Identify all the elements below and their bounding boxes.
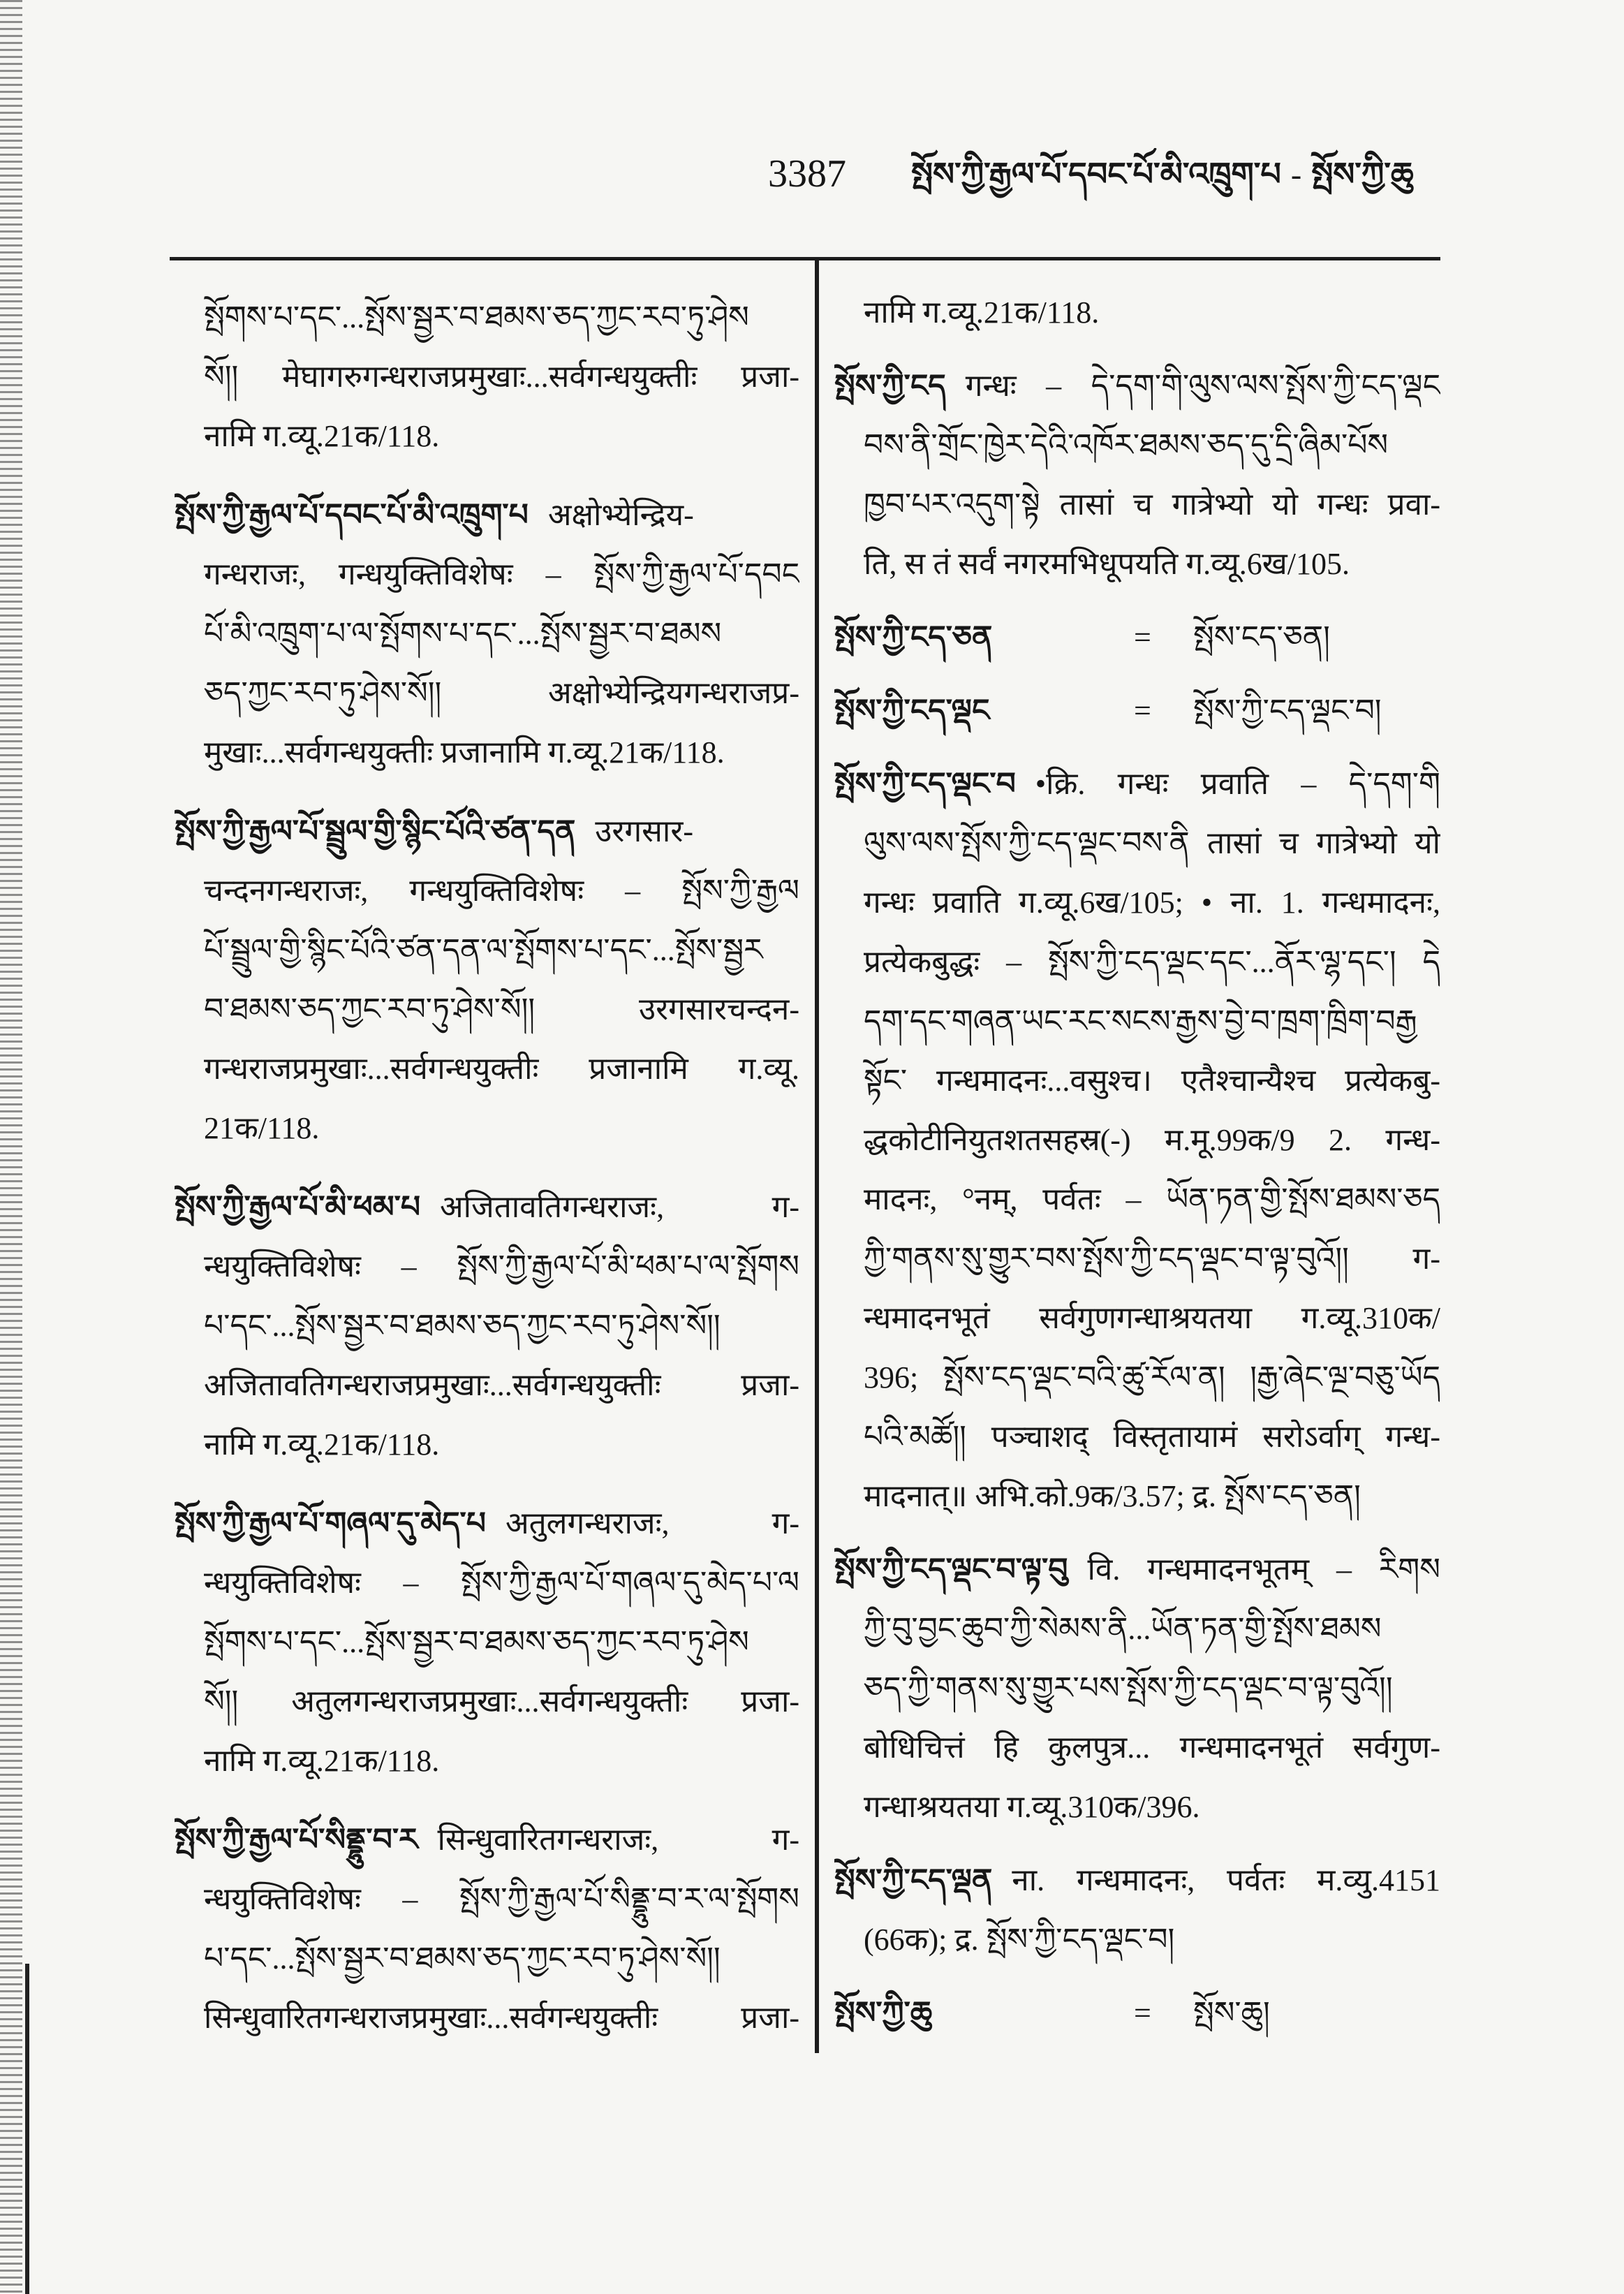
entry-headword: སྤོས་ཀྱི་ངད་ཅན [834,620,993,654]
continued-entry [175,288,799,466]
running-title-separator: - [1290,156,1302,192]
entry-first-line [834,1851,1440,1910]
page-number: 3387 [768,152,846,196]
cross-reference-entry [834,608,1440,667]
entry-text-line: བ་ཐམས་ཅད་ཀྱང་རབ་ཏུ་ཤེས་སོ།། उरगसारचन्दन- [204,992,799,1027]
entry-text-line: नामि ग.व्यू.21क/118. [204,419,440,453]
entry-text-line: ཀྱི་གནས་སུ་གྱུར་བས་སྤོས་ཀྱི་ངད་ལྡང་བ་ལྟ་བུའོ།། ग- [864,1242,1440,1276]
entry-text-line: སོ།། मेघागरुगन्धराजप्रमुखाः...सर्वगन्धयुक्तीः प्रजा- [204,360,799,394]
dictionary-entry [175,1177,799,1474]
running-title [911,148,1440,201]
entry-headword: སྤོས་ཀྱི་རྒྱལ་པོ་དབང་པོ་མི་འཁྲུག་པ [175,498,529,532]
entry-text-line: པ་དང་...སྤོས་སྦྱར་བ་ཐམས་ཅད་ཀྱང་རབ་ཏུ་ཤེས་སོ།། [204,1941,721,1976]
entry-text-line: སྤོགས་པ་དང་...སྤོས་སྦྱར་བ་ཐམས་ཅད་ཀྱང་རབ་ཏུ་ཤེས [204,1625,749,1659]
entry-text-line: मुखाः...सर्वगन्धयुक्तीः प्रजानामि ग.व्यू.21क/118. [204,735,725,770]
entry-text-line: སྟོང་ गन्धमादनः...वसुश्च। एतैश्चान्यैश्च प्रत्येकबु- [864,1064,1440,1098]
entry-text-line: न्धयुक्तिविशेषः – སྤོས་ཀྱི་རྒྱལ་པོ་སིནྡྷུ་བ་ར་ལ་སྤོགས [204,1882,799,1916]
entry-headword: སྤོས་ཀྱི་རྒྱལ་པོ་སིནྡྷུ་བ་ར [175,1823,418,1857]
entry-first-line [175,1177,799,1237]
cross-reference-target: སྤོས་ཀྱི་ངད་ལྡང་བ། [1193,693,1382,728]
entry-text-line: नामि ग.व्यू.21क/118. [204,1427,440,1462]
entry-headword: སྤོས་ཀྱི་རྒྱལ་པོ་སྦྲུལ་གྱི་སྙིང་པོའི་ཙན་དན [175,814,576,848]
entry-text-line: सिन्धुवारितगन्धराजप्रमुखाः...सर्वगन्धयुक्तीः प्रजा- [204,2001,799,2035]
cross-reference-target: སྤོས་ངད་ཅན། [1193,620,1330,654]
left-column [175,288,799,2047]
entry-text-line: ཀྱི་བུ་བྱང་ཆུབ་ཀྱི་སེམས་ནི...ཡོན་ཏན་གྱི་སྤོས་ཐམས [864,1612,1382,1646]
entry-text-line: 21क/118. [204,1111,320,1145]
dictionary-entry [834,1540,1440,1837]
entry-headword: སྤོས་ཀྱི་རྒྱལ་པོ་མི་ཕམ་པ [175,1190,421,1224]
continued-entry [834,283,1440,342]
cross-reference-target: སྤོས་ཆུ། [1193,1996,1270,2030]
entry-first-line [175,1494,799,1553]
entry-text-line: ཅད་ཀྱི་གནས་སུ་གྱུར་པས་སྤོས་ཀྱི་ངད་ལྡང་བ་ལྟ་བུའོ།། [864,1671,1393,1705]
entry-definition-start: गन्धः – དེ་དག་གི་ལུས་ལས་སྤོས་ཀྱི་ངད་ལྡང [965,369,1440,403]
entry-definition-start: उरगसार- [595,814,693,848]
entry-headword: སྤོས་ཀྱི་ངད་ལྡང [834,693,990,728]
entry-headword: སྤོས་ཀྱི་ངད་ལྡན [834,1863,993,1897]
entry-definition-start: अजितावतिगन्धराजः, ग- [440,1190,799,1224]
entry-text-line: ति, स तं सर्वं नगरमभिधूपयति ग.व्यू.6ख/105. [864,547,1350,581]
entry-definition-start: अक्षोभ्येन्द्रिय- [547,498,694,532]
entry-text-line: द्धकोटीनियुतशतसहस्र(-) म.मू.99क/9 2. गन्ध- [864,1123,1440,1157]
entry-text-line: བས་ནི་གྲོང་ཁྱེར་དེའི་འཁོར་ཐམས་ཅད་དུ་དྲི་ཞིམ་པོས [864,428,1389,462]
dictionary-entry [175,485,799,782]
column-divider [815,260,819,2053]
entry-text-line: པོ་སྦྲུལ་གྱི་སྙིང་པོའི་ཙན་དན་ལ་སྤོགས་པ་དང་...སྤོས་སྦྱར [204,933,763,967]
entry-text-line: न्धमादनभूतं सर्वगुणगन्धाश्रयतया ग.व्यू.310क/ [864,1301,1440,1335]
entry-text-line: नामि ग.व्यू.21क/118. [864,295,1100,330]
entry-text-line: अजितावतिगन्धराजप्रमुखाः...सर्वगन्धयुक्तीः प्रजा- [204,1368,799,1402]
entry-definition-start: •क्रि. गन्धः प्रवाति – དེ་དག་གི [1035,767,1440,801]
entry-headword: སྤོས་ཀྱི་ངད [834,369,946,403]
entry-first-line [175,1810,799,1869]
dictionary-entry [834,754,1440,1526]
entry-first-line [834,754,1440,814]
entry-text-line: ཁྱབ་པར་འདུག་སྟེ तासां च गात्रेभ्यो यो गन्धः प्रवा- [864,487,1440,522]
entry-definition-start: वि. गन्धमादनभूतम् – རིགས [1087,1552,1440,1587]
entry-first-line [175,802,799,861]
entry-first-line [834,1540,1440,1599]
entry-definition-start: सिन्धुवारितगन्धराजः, ग- [437,1823,799,1857]
entry-definition-start: ना. गन्धमादनः, पर्वतः म.व्यु.4151 [1012,1863,1440,1897]
dictionary-entry [175,1494,799,1791]
dictionary-entry [175,802,799,1158]
entry-text-line: चन्दनगन्धराजः, गन्धयुक्तिविशेषः – སྤོས་ཀྱི་རྒྱལ [204,874,799,908]
entry-text-line: པོ་མི་འཁྲུག་པ་ལ་སྤོགས་པ་དང་...སྤོས་སྦྱར་བ་ཐམས [204,617,722,651]
cross-reference-entry [834,1983,1440,2043]
entry-definition-start: अतुलगन्धराजः, ग- [505,1506,799,1541]
running-title-last-headword: སྤོས་ཀྱི་ཆུ [1311,156,1414,192]
entry-text-line: गन्धराजप्रमुखाः...सर्वगन्धयुक्तीः प्रजानामि ग.व्यू. [204,1052,799,1086]
entry-text-line: गन्धः प्रवाति ग.व्यू.6ख/105; • ना. 1. गन्धमादनः, [864,885,1440,920]
cross-reference-entry [834,681,1440,740]
entry-text-line: नामि ग.व्यू.21क/118. [204,1744,440,1778]
entry-text-line: པའི་མཚོ།། पञ्चाशद् विस्तृतायामं सरोऽर्वाग् गन्ध- [864,1420,1440,1454]
entry-text-line: སྤོགས་པ་དང་...སྤོས་སྦྱར་བ་ཐམས་ཅད་ཀྱང་རབ་ཏུ་ཤེས [204,300,749,334]
entry-headword: སྤོས་ཀྱི་ཆུ [834,1996,933,2030]
entry-text-line: སོ།། अतुलगन्धराजप्रमुखाः...सर्वगन्धयुक्तीः प्रजा- [204,1684,799,1719]
scan-edge-shadow [0,0,22,2294]
entry-text-line: 396; སྤོས་ངད་ལྡང་བའི་ཚུ་རོལ་ན། །རྒྱ་ཞེང་ལྔ་བཅུ་ཡོད [864,1360,1440,1395]
equals-sign: = [1134,1996,1151,2030]
entry-text-line: बोधिचित्तं हि कुलपुत्र... गन्धमादनभूतं सर्वगुण- [864,1730,1440,1765]
entry-text-line: ཅད་ཀྱང་རབ་ཏུ་ཤེས་སོ།། अक्षोभ्येन्द्रियगन्धराजप्र- [204,676,799,710]
dictionary-entry [834,356,1440,594]
entry-text-line: प्रत्येकबुद्धः – སྤོས་ཀྱི་ངད་ལྡང་དང་...ནོར་ལྷ་དང་། དེ [864,945,1440,979]
entry-first-line [834,356,1440,416]
scan-edge-mark [25,1964,29,2294]
equals-sign: = [1134,620,1151,654]
running-title-first-headword: སྤོས་ཀྱི་རྒྱལ་པོ་དབང་པོ་མི་འཁྲུག་པ [911,156,1281,192]
entry-headword: སྤོས་ཀྱི་ངད་ལྡང་བ་ལྟ་བུ [834,1552,1068,1587]
entry-text-line: न्धयुक्तिविशेषः – སྤོས་ཀྱི་རྒྱལ་པོ་མི་ཕམ་པ་ལ་སྤོགས [204,1249,799,1284]
entry-headword: སྤོས་ཀྱི་ངད་ལྡང་བ [834,767,1016,801]
entry-text-line: (66क); द्र. སྤོས་ཀྱི་ངད་ལྡང་བ། [864,1922,1175,1957]
dictionary-entry [175,1810,799,2047]
equals-sign: = [1134,693,1151,728]
entry-text-line: गन्धराजः, गन्धयुक्तिविशेषः – སྤོས་ཀྱི་རྒྱལ་པོ་དབང [204,557,799,591]
entry-headword: སྤོས་ཀྱི་རྒྱལ་པོ་གཞལ་དུ་མེད་པ [175,1506,486,1541]
entry-text-line: मादनात्॥ अभि.को.9क/3.57; द्र. སྤོས་ངད་ཅན། [864,1479,1361,1513]
entry-first-line [175,485,799,545]
entry-text-line: པ་དང་...སྤོས་སྦྱར་བ་ཐམས་ཅད་ཀྱང་རབ་ཏུ་ཤེས་སོ།། [204,1309,721,1343]
entry-text-line: न्धयुक्तिविशेषः – སྤོས་ཀྱི་རྒྱལ་པོ་གཞལ་དུ་མེད་པ་ལ [204,1566,799,1600]
entry-text-line: मादनः, °नम्, पर्वतः – ཡོན་ཏན་གྱི་སྤོས་ཐམས་ཅད [864,1182,1440,1216]
header-rule [170,257,1440,260]
entry-text-line: गन्धाश्रयतया ग.व्यू.310क/396. [864,1790,1200,1824]
dictionary-entry [834,1851,1440,1969]
entry-text-line: ལུས་ལས་སྤོས་ཀྱི་ངད་ལྡང་བས་ནི तासां च गात्रेभ्यो यो [864,826,1440,860]
entry-text-line: དག་དང་གཞན་ཡང་རང་སངས་རྒྱས་བྱེ་བ་ཁྲག་ཁྲིག་བརྒྱ [864,1004,1417,1038]
right-column [834,283,1440,2043]
